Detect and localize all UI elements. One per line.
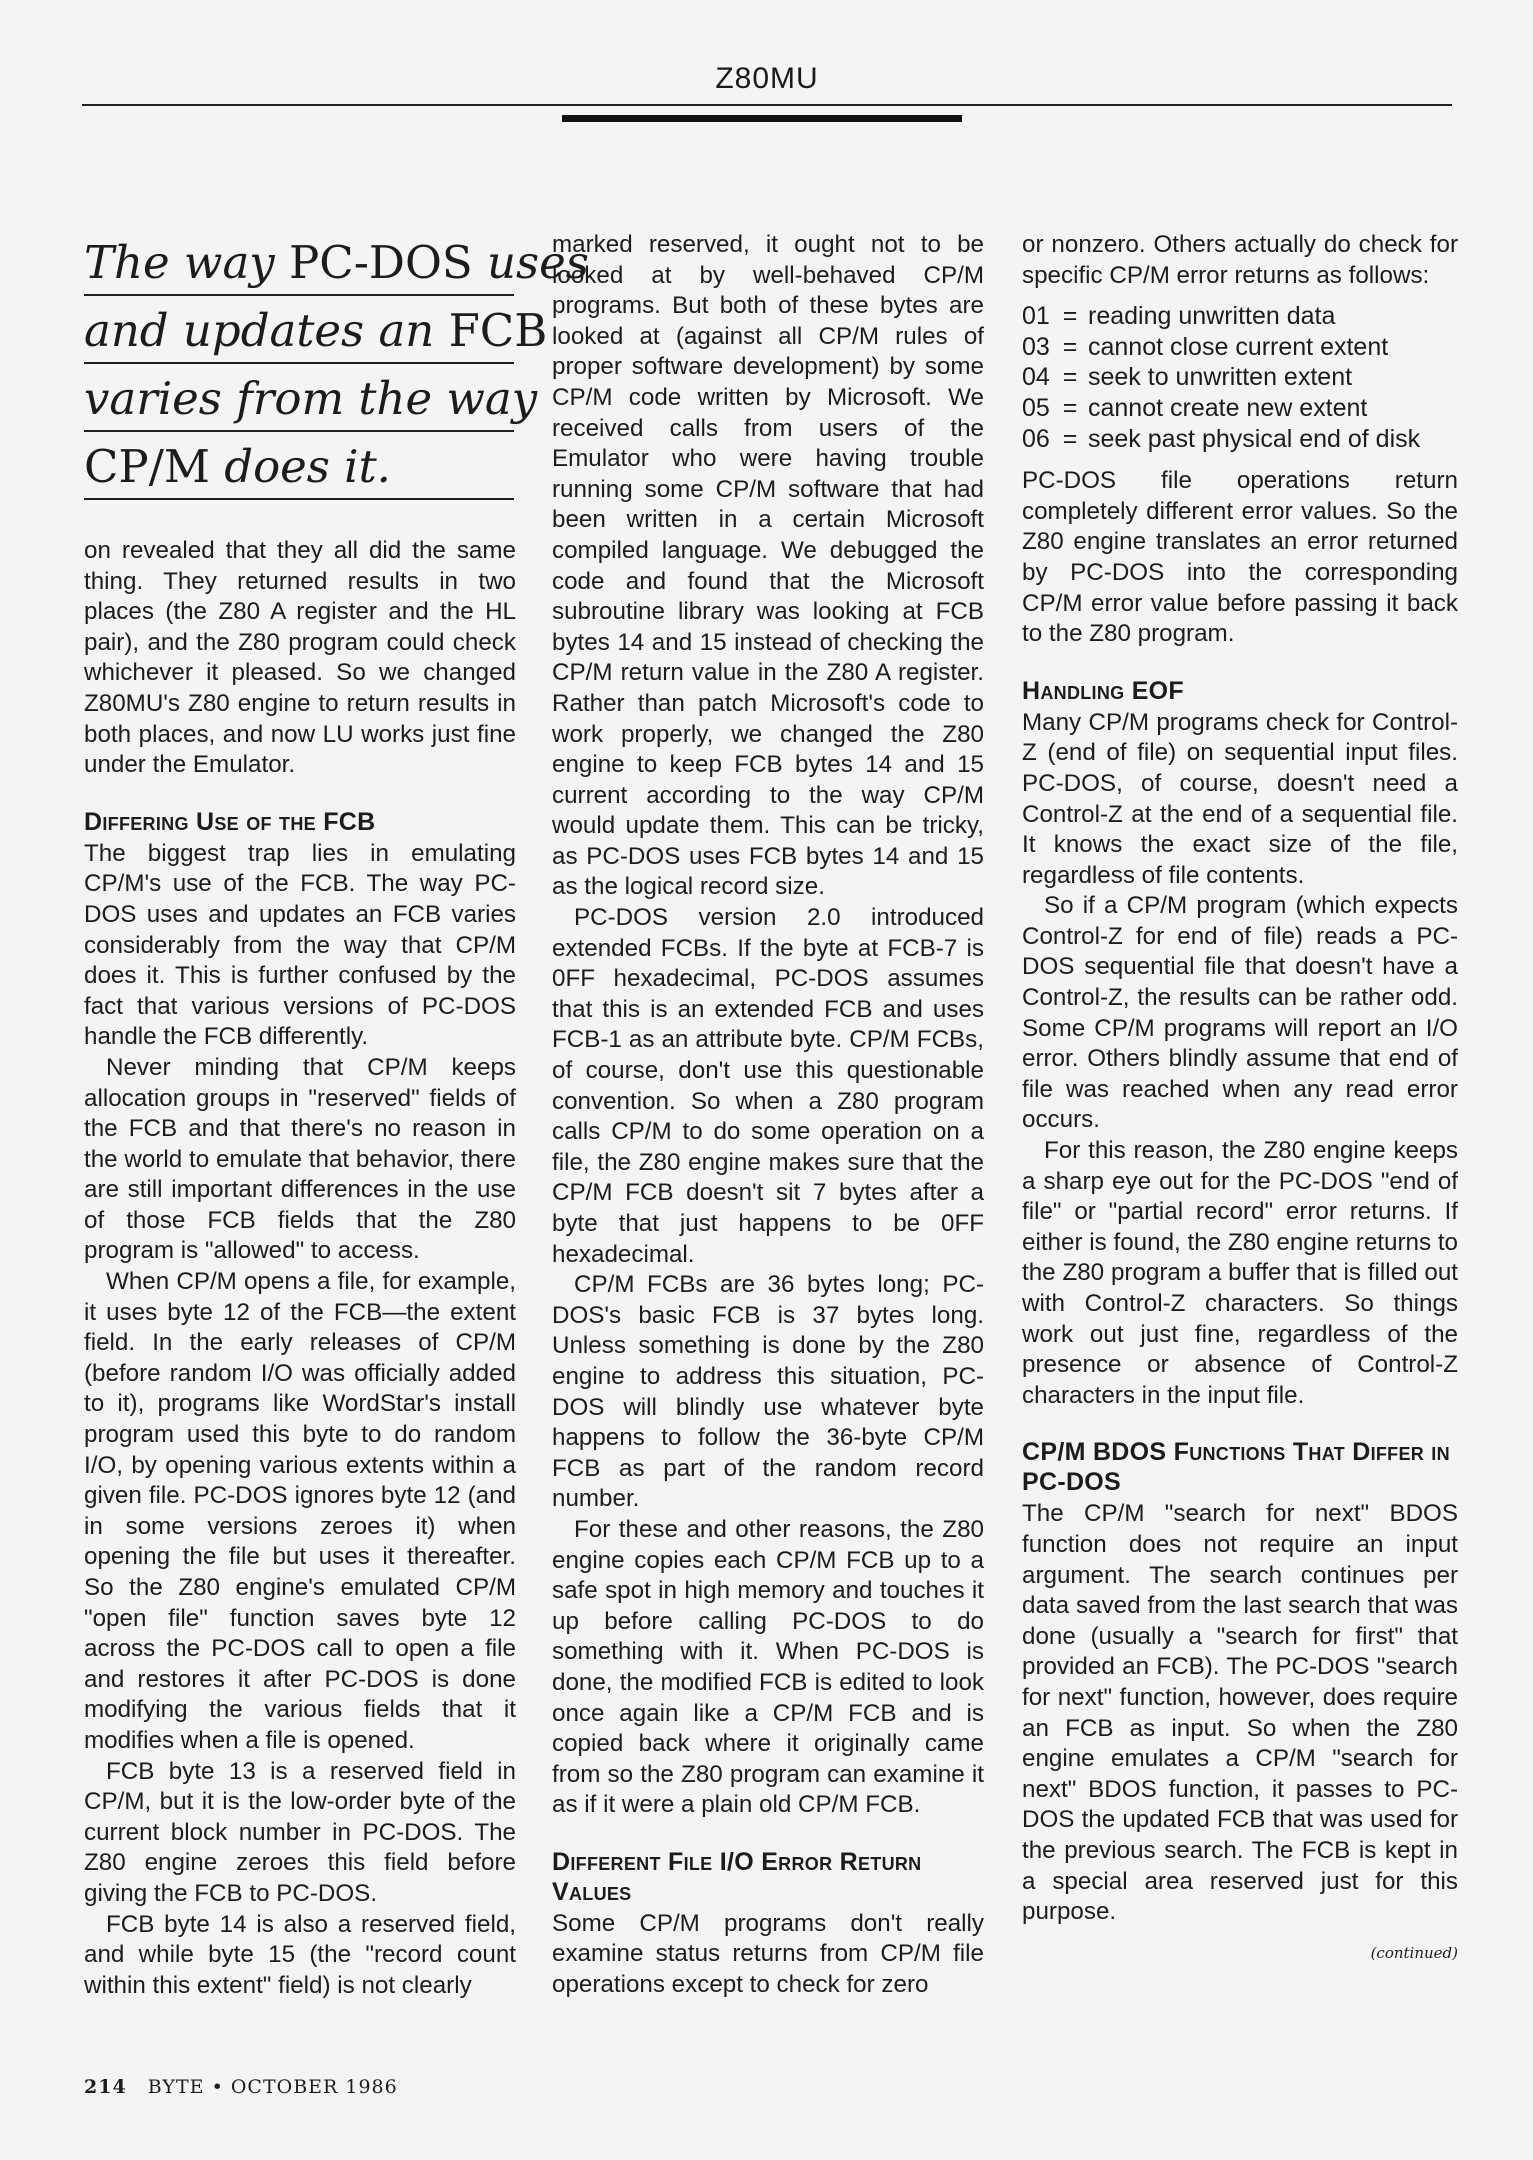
pull-quote-line: The way PC-DOS uses: [84, 228, 514, 296]
pull-quote: [84, 228, 589, 500]
subheading: Handling EOF: [1022, 676, 1184, 705]
issue-date: OCTOBER 1986: [230, 2076, 398, 2098]
error-code-row: 01 = reading unwritten data: [1022, 302, 1336, 331]
paragraph: or nonzero. Others actually do check for specific CP/M error returns as follows:: [1022, 231, 1458, 289]
pull-quote-line: and updates an FCB: [84, 296, 514, 364]
paragraph: FCB byte 13 is a reserved field in CP/M, but it is the low-order byte of the current block number in PC-DOS. The Z80 engine zeroes this field before giving the FCB to PC-DOS.: [84, 1757, 516, 1907]
page-number: 214: [84, 2076, 127, 2098]
paragraph: Never minding that CP/M keeps allocation groups in "reserved" fields of the FCB and that there's no reason in the world to emulate that behavior, there are still important differences in the use of those FCB fields that the Z80 program is "allowed" to access.: [84, 1053, 516, 1265]
paragraph: For this reason, the Z80 engine keeps a sharp eye out for the PC-DOS "end of file" or "partial record" error returns. If either is found, the Z80 engine returns to the Z80 program a buffer that is filled out with Control-Z characters. So things work out just fine, regardless of the presence or absence of Control-Z characters in the input file.: [1022, 1137, 1458, 1409]
continued-note: (continued): [1370, 1943, 1458, 1962]
paragraph: For these and other reasons, the Z80 engine copies each CP/M FCB up to a safe spot in high memory and touches it up before calling PC-DOS to do something with it. When PC-DOS is done, the modified FCB is edited to look once again like a CP/M FCB and is copied back where it originally came from so the Z80 program can examine it as if it were a plain old CP/M FCB.: [552, 1515, 984, 1819]
paragraph: The biggest trap lies in emulating CP/M's use of the FCB. The way PC-DOS uses and updates an FCB varies considerably from the way that CP/M does it. This is further confused by the fact that various versions of PC-DOS handle the FCB differently.: [84, 839, 516, 1051]
subheading: Different File I/O Error Return Values: [552, 1847, 922, 1906]
paragraph: The CP/M "search for next" BDOS function does not require an input argument. The search continues per data saved from the last search that was done (usually a "search for first" that provided an FCB). The PC-DOS "search for next" function, however, does require an FCB as input. So when the Z80 engine emulates a CP/M "search for next" BDOS function, it passes to PC-DOS the updated FCB that was used for the previous search. The FCB is kept in a special area reserved just for this purpose.: [1022, 1500, 1458, 1926]
header-rule: [82, 104, 1452, 106]
running-head: Z80MU: [715, 62, 819, 95]
page-header: [82, 62, 1452, 132]
subheading: CP/M BDOS Functions That Differ in PC-DOS: [1022, 1438, 1450, 1497]
error-code-row: 03 = cannot close current extent: [1022, 332, 1389, 361]
paragraph: PC-DOS version 2.0 introduced extended FCBs. If the byte at FCB-7 is 0FF hexadecimal, PC-DOS assumes that this is an extended FCB and uses FCB-1 as an attribute byte. CP/M FCBs, of course, don't use this questionable convention. So when a Z80 program calls CP/M to do some operation on a file, the Z80 engine makes sure that the CP/M FCB doesn't sit 7 bytes after a byte that just happens to be 0FF hexadecimal.: [552, 904, 984, 1268]
paragraph: marked reserved, it ought not to be looked at by well-behaved CP/M programs. But both of these bytes are looked at (against all CP/M rules of proper software development) by some CP/M code written by Microsoft. We received calls from users of the Emulator who were having trouble running some CP/M software that had been written in a certain Microsoft compiled language. We debugged the code and found that the Microsoft subroutine library was looking at FCB bytes 14 and 15 instead of checking the CP/M return value in the Z80 A register. Rather than patch Microsoft's code to work properly, we changed the Z80 engine to keep FCB bytes 14 and 15 current according to the way CP/M would update them. This can be tricky, as PC-DOS uses FCB bytes 14 and 15 as the logical record size.: [552, 231, 984, 901]
footer-separator: •: [211, 2076, 224, 2098]
paragraph: So if a CP/M program (which expects Control-Z for end of file) reads a PC-DOS sequential file that doesn't have a Control-Z, the results can be rather odd. Some CP/M programs will report an I/O error. Others blindly assume that end of file was reached when any read error occurs.: [1022, 892, 1458, 1134]
magazine-name: BYTE: [147, 2076, 205, 2098]
paragraph: Many CP/M programs check for Control-Z (end of file) on sequential input files. PC-DOS, of course, doesn't need a Control-Z at the end of a sequential file. It knows the exact size of the file, regardless of file contents.: [1022, 708, 1458, 889]
pull-quote-line: CP/M does it.: [84, 432, 514, 500]
error-code-row: 06 = seek past physical end of disk: [1022, 424, 1421, 453]
error-code-row: 05 = cannot create new extent: [1022, 393, 1368, 422]
column-2: [552, 230, 984, 2001]
paragraph: on revealed that they all did the same thing. They returned results in two places (the Z80 A register and the HL pair), and the Z80 program could check whichever it pleased. So we changed Z80MU's Z80 engine to return results in both places, and now LU works just fine under the Emulator.: [84, 537, 516, 779]
error-code-row: 04 = seek to unwritten extent: [1022, 363, 1353, 392]
paragraph: PC-DOS file operations return completely different error values. So the Z80 engine translates an error returned by PC-DOS into the corresponding CP/M error value before passing it back to the Z80 program.: [1022, 467, 1458, 648]
paragraph: When CP/M opens a file, for example, it uses byte 12 of the FCB—the extent field. In the early releases of CP/M (before random I/O was officially added to it), programs like WordStar's install program used this byte to do random I/O, by opening various extents within a given file. PC-DOS ignores byte 12 (and in some versions zeroes it) when opening the file but uses it thereafter. So the Z80 engine's emulated CP/M "open file" function saves byte 12 across the PC-DOS call to open a file and restores it after PC-DOS is done modifying the various fields that it modifies when a file is opened.: [84, 1268, 516, 1754]
column-1: [84, 536, 516, 2001]
paragraph: CP/M FCBs are 36 bytes long; PC-DOS's basic FCB is 37 bytes long. Unless something is done by the Z80 engine to address this situation, PC-DOS will blindly use whatever byte happens to follow the 36-byte CP/M FCB as part of the random record number.: [552, 1271, 984, 1513]
paragraph: FCB byte 14 is also a reserved field, and while byte 15 (the "record count within this extent" field) is not clearly: [84, 1910, 516, 1999]
subheading: Differing Use of the FCB: [84, 807, 376, 836]
header-bar: [562, 115, 962, 122]
error-code-list: [1022, 301, 1458, 454]
pull-quote-line: varies from the way: [84, 364, 514, 432]
column-3: [1022, 230, 1458, 1968]
paragraph: Some CP/M programs don't really examine status returns from CP/M file operations except to check for zero: [552, 1909, 984, 1999]
page-footer: [84, 2076, 398, 2098]
